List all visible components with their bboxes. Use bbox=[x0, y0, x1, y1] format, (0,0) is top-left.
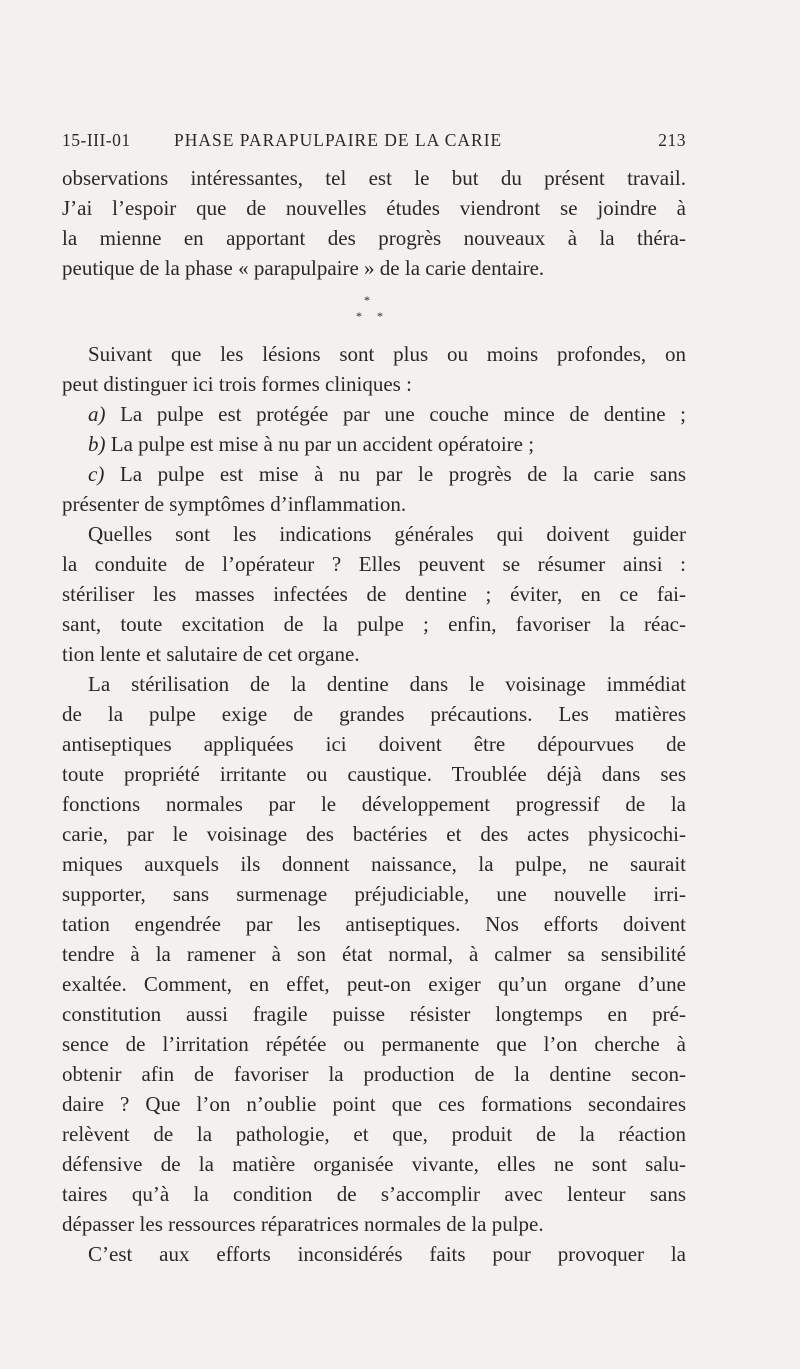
text-line: de la pulpe exige de grandes précautions. Les matières bbox=[62, 702, 686, 726]
list-item-c bbox=[62, 459, 686, 489]
text-line: dépasser les ressources réparatrices normales de la pulpe. bbox=[62, 1212, 544, 1236]
text-line: observations intéressantes, tel est le but du présent travail. bbox=[62, 166, 686, 190]
text-line: présenter de symptômes d’inflammation. bbox=[62, 492, 407, 516]
text-line: fonctions normales par le développement progressif de la bbox=[62, 792, 686, 816]
text-line: exaltée. Comment, en effet, peut-on exiger qu’un organe d’une bbox=[62, 972, 686, 996]
text-line: daire ? Que l’on n’oublie point que ces formations secondaires bbox=[62, 1092, 686, 1116]
text-line: tion lente et salutaire de cet organe. bbox=[62, 642, 360, 666]
text-line: défensive de la matière organisée vivante, elles ne sont salu- bbox=[62, 1152, 686, 1176]
text-line: supporter, sans surmenage préjudiciable, une nouvelle irri- bbox=[62, 882, 686, 906]
list-item-text: La pulpe est protégée par une couche mince de dentine ; bbox=[120, 402, 686, 426]
text-line: sence de l’irritation répétée ou permanente que l’on cherche à bbox=[62, 1032, 686, 1056]
text-line: tation engendrée par les antiseptiques. Nos efforts doivent bbox=[62, 912, 686, 936]
section-break-asterism bbox=[62, 283, 686, 339]
running-head-title: PHASE PARAPULPAIRE DE LA CARIE bbox=[174, 130, 503, 150]
text-line: Quelles sont les indications générales qui doivent guider bbox=[88, 522, 686, 546]
text-line: tendre à la ramener à son état normal, à calmer sa sensibilité bbox=[62, 942, 686, 966]
text-line: C’est aux efforts inconsidérés faits pour provoquer la bbox=[88, 1242, 686, 1266]
asterism-top: * bbox=[364, 293, 370, 307]
running-head bbox=[62, 130, 686, 158]
body-text bbox=[62, 163, 686, 1269]
text-line: la conduite de l’opérateur ? Elles peuvent se résumer ainsi : bbox=[62, 552, 686, 576]
running-head-date: 15-III-01 bbox=[62, 130, 131, 150]
text-line: antiseptiques appliquées ici doivent être dépourvues de bbox=[62, 732, 686, 756]
list-item-a bbox=[62, 399, 686, 429]
text-line: peut distinguer ici trois formes cliniques : bbox=[62, 372, 412, 396]
text-line: stériliser les masses infectées de dentine ; éviter, en ce fai- bbox=[62, 582, 686, 606]
text-line: taires qu’à la condition de s’accomplir avec lenteur sans bbox=[62, 1182, 686, 1206]
list-marker-c: c) bbox=[88, 462, 105, 486]
list-marker-b: b) bbox=[88, 432, 106, 456]
text-line: miques auxquels ils donnent naissance, la pulpe, ne saurait bbox=[62, 852, 686, 876]
text-line: Suivant que les lésions sont plus ou moins profondes, on bbox=[88, 342, 686, 366]
text-line: J’ai l’espoir que de nouvelles études viendront se joindre à bbox=[62, 196, 686, 220]
asterism-bottom: * * bbox=[356, 309, 389, 323]
text-line: relèvent de la pathologie, et que, produit de la réaction bbox=[62, 1122, 686, 1146]
page-number: 213 bbox=[658, 130, 686, 150]
text-line: peutique de la phase « parapulpaire » de la carie dentaire. bbox=[62, 256, 545, 280]
list-item-b bbox=[62, 429, 686, 459]
list-item-text: La pulpe est mise à nu par le progrès de la carie sans bbox=[119, 462, 686, 486]
text-line: carie, par le voisinage des bactéries et des actes physicochi- bbox=[62, 822, 686, 846]
list-marker-a: a) bbox=[88, 402, 106, 426]
text-line: la mienne en apportant des progrès nouveaux à la théra- bbox=[62, 226, 686, 250]
text-line: constitution aussi fragile puisse résister longtemps en pré- bbox=[62, 1002, 686, 1026]
text-line: toute propriété irritante ou caustique. Troublée déjà dans ses bbox=[62, 762, 686, 786]
text-line: La stérilisation de la dentine dans le voisinage immédiat bbox=[88, 672, 686, 696]
list-item-text: La pulpe est mise à nu par un accident opératoire ; bbox=[110, 432, 535, 456]
text-line: sant, toute excitation de la pulpe ; enfin, favoriser la réac- bbox=[62, 612, 686, 636]
text-line: obtenir afin de favoriser la production de la dentine secon- bbox=[62, 1062, 686, 1086]
